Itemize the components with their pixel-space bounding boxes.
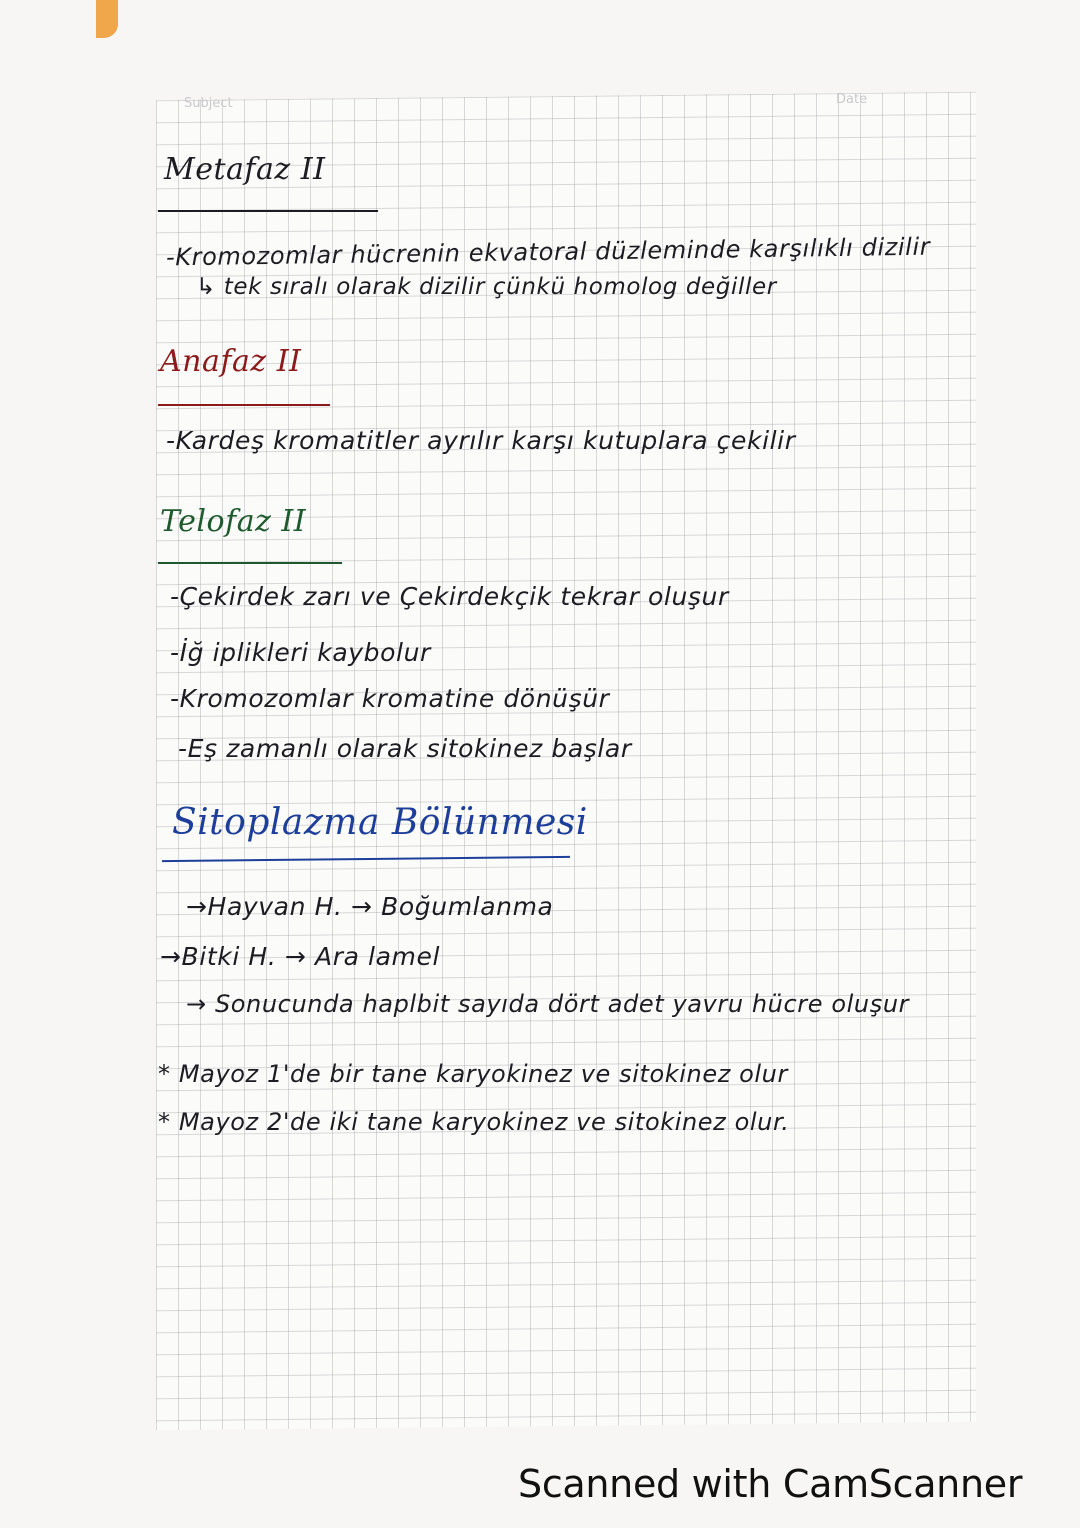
note-line: -Kromozomlar hücrenin ekvatoral düzleminde karşılıklı dizilir xyxy=(165,232,931,272)
heading-underline xyxy=(158,210,378,212)
heading-underline xyxy=(158,404,330,406)
note-line: -Çekirdek zarı ve Çekirdekçik tekrar oluşur xyxy=(170,582,729,611)
note-line: →Bitki H. → Ara lamel xyxy=(160,942,440,971)
note-line: -Kardeş kromatitler ayrılır karşı kutuplara çekilir xyxy=(166,426,796,455)
heading-telofaz-2: Telofaz II xyxy=(160,504,307,539)
note-line: -İğ iplikleri kaybolur xyxy=(170,638,431,667)
note-line: * Mayoz 1'de bir tane karyokinez ve sitokinez olur xyxy=(158,1060,788,1088)
note-line: * Mayoz 2'de iki tane karyokinez ve sitokinez olur. xyxy=(158,1108,790,1136)
subject-label: Subject xyxy=(184,96,233,111)
note-line: → Sonucunda haplbit sayıda dört adet yavru hücre oluşur xyxy=(186,990,910,1018)
heading-anafaz-2: Anafaz II xyxy=(160,344,302,379)
camscanner-watermark: Scanned with CamScanner xyxy=(518,1462,1023,1506)
note-line: -Kromozomlar kromatine dönüşür xyxy=(170,684,610,713)
page-corner-mark xyxy=(96,0,118,38)
note-line: →Hayvan H. → Boğumlanma xyxy=(186,892,554,921)
note-line: ↳ tek sıralı olarak dizilir çünkü homolog değiller xyxy=(196,274,777,300)
heading-metafaz-2: Metafaz II xyxy=(164,152,326,187)
note-line: -Eş zamanlı olarak sitokinez başlar xyxy=(178,734,632,763)
heading-underline xyxy=(158,562,342,564)
heading-sitoplazma-bolunmesi: Sitoplazma Bölünmesi xyxy=(172,802,588,843)
date-label: Date xyxy=(836,92,868,107)
